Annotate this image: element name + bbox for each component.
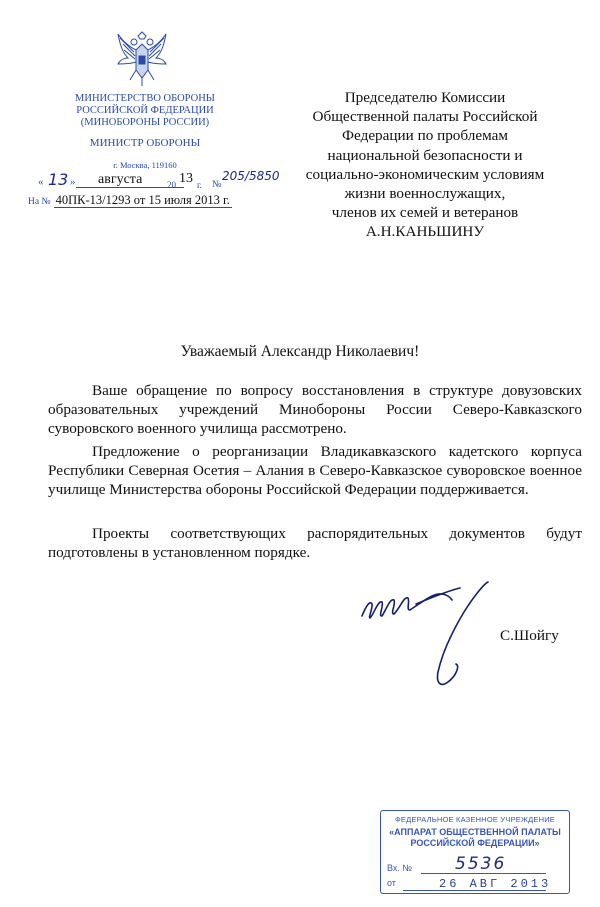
- addressee-line: национальной безопасности и: [327, 146, 523, 164]
- year-prefix: 20: [167, 180, 176, 190]
- addressee-line: Общественной палаты Российской: [312, 108, 538, 126]
- stamp-line-1: ФЕДЕРАЛЬНОЕ КАЗЕННОЕ УЧРЕЖДЕНИЕ: [395, 815, 555, 824]
- quote-close: »: [70, 176, 76, 188]
- stamp-incoming-number: 5536: [455, 854, 507, 874]
- handwritten-signature: [356, 578, 496, 698]
- addressee-line: Федерации по проблемам: [342, 127, 508, 145]
- paragraph-text: Предложение о реорганизации Владикавказского кадетского корпуса Республики Северная Осетия – Алания в Северо-Кавказское суворовское военное училище Министерства обороны Российской Федерации поддерживается.: [48, 443, 582, 499]
- letterhead-organization: [60, 93, 230, 129]
- body-paragraph: [48, 381, 582, 439]
- year-suffix: 13: [179, 171, 193, 186]
- reference-line: [28, 193, 288, 208]
- addressee-line: членов их семей и ветеранов: [331, 204, 519, 222]
- addressee-line: жизни военнослужащих,: [344, 185, 506, 203]
- outgoing-number: 205/5850: [222, 169, 280, 183]
- date-month: августа: [98, 172, 143, 187]
- year-label: г.: [197, 180, 202, 190]
- reference-value: 40ПК-13/1293 от 15 июля 2013 г.: [55, 193, 230, 207]
- letterhead-org-line: (МИНОБОРОНЫ РОССИИ): [80, 117, 210, 128]
- letterhead-org-line: РОССИЙСКОЙ ФЕДЕРАЦИИ: [76, 105, 214, 116]
- addressee-name: А.Н.КАНЬШИНУ: [365, 223, 485, 241]
- date-day: 13: [48, 170, 69, 189]
- body-paragraph: [48, 442, 582, 500]
- body-paragraph: [48, 524, 582, 562]
- paragraph-text: Проекты соответствующих распорядительных документов будут подготовлены в установленном порядке.: [48, 525, 582, 562]
- stamp-incoming-label: Вх. №: [387, 863, 413, 873]
- letterhead-org-line: МИНИСТЕРСТВО ОБОРОНЫ: [75, 93, 215, 104]
- number-label: №: [212, 179, 222, 190]
- letterhead-position: МИНИСТР ОБОРОНЫ: [89, 137, 201, 149]
- signer-name: С.Шойгу: [500, 627, 559, 644]
- stamp-date: 26 АВГ 2013: [439, 877, 552, 891]
- addressee-line: социально-экономическим условиям: [305, 165, 545, 183]
- registration-stamp: [380, 810, 570, 894]
- stamp-date-label: от: [387, 878, 396, 888]
- letterhead-city: г. Москва, 119160: [113, 160, 177, 170]
- addressee-line: Председателю Комиссии: [344, 89, 506, 106]
- paragraph-text: Ваше обращение по вопросу восстановления в структуре довузовских образовательных учреждений Минобороны России Северо-Кавказского суворовского военного училища рассмотрено.: [48, 382, 582, 438]
- stamp-line-3: РОССИЙСКОЙ ФЕДЕРАЦИИ»: [410, 838, 540, 848]
- stamp-line-2: «АППАРАТ ОБЩЕСТВЕННОЙ ПАЛАТЫ: [389, 827, 561, 837]
- addressee-block: [262, 88, 588, 242]
- stamp-org: [381, 827, 569, 849]
- greeting: Уважаемый Александр Николаевич!: [180, 343, 420, 360]
- quote-open: «: [38, 176, 44, 188]
- reference-label: На №: [28, 197, 51, 207]
- date-row: [38, 169, 288, 194]
- double-headed-eagle-emblem-icon: [114, 30, 170, 88]
